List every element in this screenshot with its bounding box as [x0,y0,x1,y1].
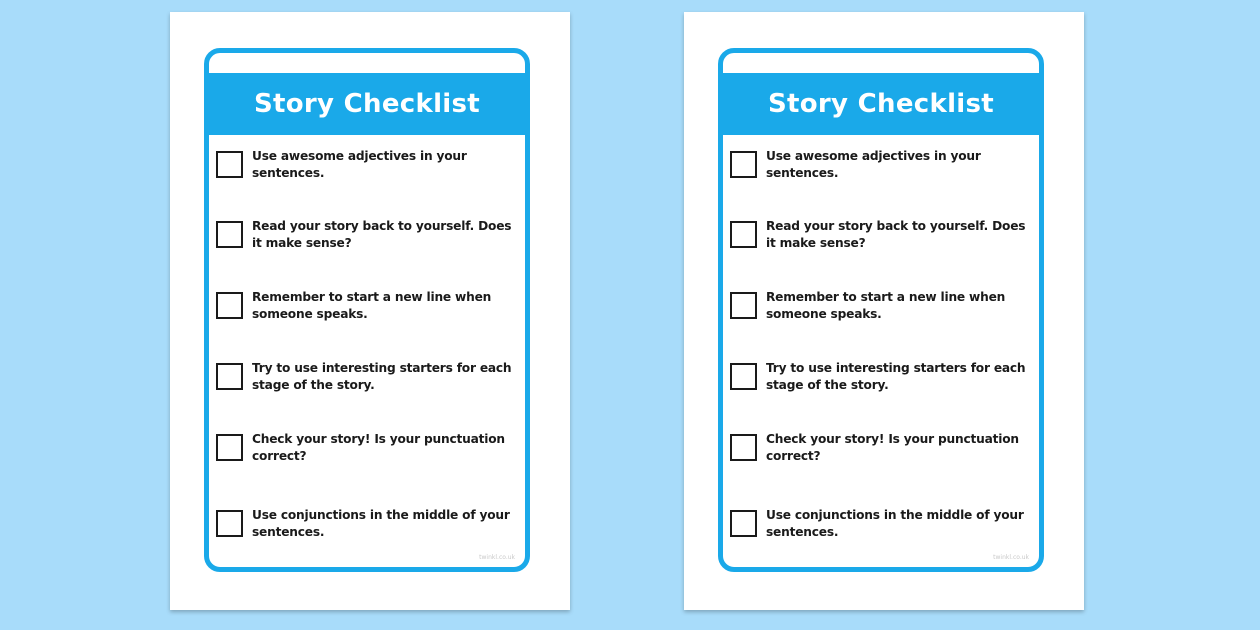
checklist-item-text: Use conjunctions in the middle of your sentences. [252,508,510,539]
card-header [723,73,1039,135]
checkbox[interactable] [216,151,243,178]
checklist-item-text: Read your story back to yourself. Does it make sense? [766,219,1026,250]
checklist-item-text: Check your story! Is your punctuation correct? [766,432,1019,463]
checklist-item-text: Remember to start a new line when someone speaks. [766,290,1006,321]
checklist-item [730,289,1033,323]
checklist-item [216,218,519,252]
checkbox[interactable] [216,510,243,537]
footer-watermark: twinkl.co.uk [993,554,1029,561]
checklist-item [730,218,1033,252]
checkbox[interactable] [730,434,757,461]
checklist-item [216,360,519,394]
checklist-item-text: Use awesome adjectives in your sentences. [766,149,981,180]
checklist-item-text: Check your story! Is your punctuation correct? [252,432,505,463]
checklist-sheet-right [684,12,1084,610]
checklist-item-text: Read your story back to yourself. Does it make sense? [252,219,512,250]
checklist-item-text: Use conjunctions in the middle of your sentences. [766,508,1024,539]
checklist-item [216,289,519,323]
checkbox[interactable] [730,363,757,390]
checklist-card [204,48,530,572]
checklist-sheet-left [170,12,570,610]
checklist-item [216,148,519,182]
footer-watermark: twinkl.co.uk [479,554,515,561]
checkbox[interactable] [216,221,243,248]
checklist-item [216,431,519,465]
checklist-item [730,431,1033,465]
card-title: Story Checklist [768,89,994,119]
checkbox[interactable] [216,292,243,319]
checklist-item-text: Try to use interesting starters for each stage of the story. [766,361,1026,392]
checkbox[interactable] [730,510,757,537]
checklist-card [718,48,1044,572]
checkbox[interactable] [216,434,243,461]
checklist-item [730,148,1033,182]
checklist-item-text: Use awesome adjectives in your sentences. [252,149,467,180]
checkbox[interactable] [730,151,757,178]
checklist-item [730,507,1033,541]
card-header [209,73,525,135]
checklist-item-text: Remember to start a new line when someone speaks. [252,290,492,321]
checklist-item-text: Try to use interesting starters for each stage of the story. [252,361,512,392]
checklist-item [730,360,1033,394]
checkbox[interactable] [216,363,243,390]
checklist-item [216,507,519,541]
checkbox[interactable] [730,221,757,248]
card-title: Story Checklist [254,89,480,119]
checkbox[interactable] [730,292,757,319]
